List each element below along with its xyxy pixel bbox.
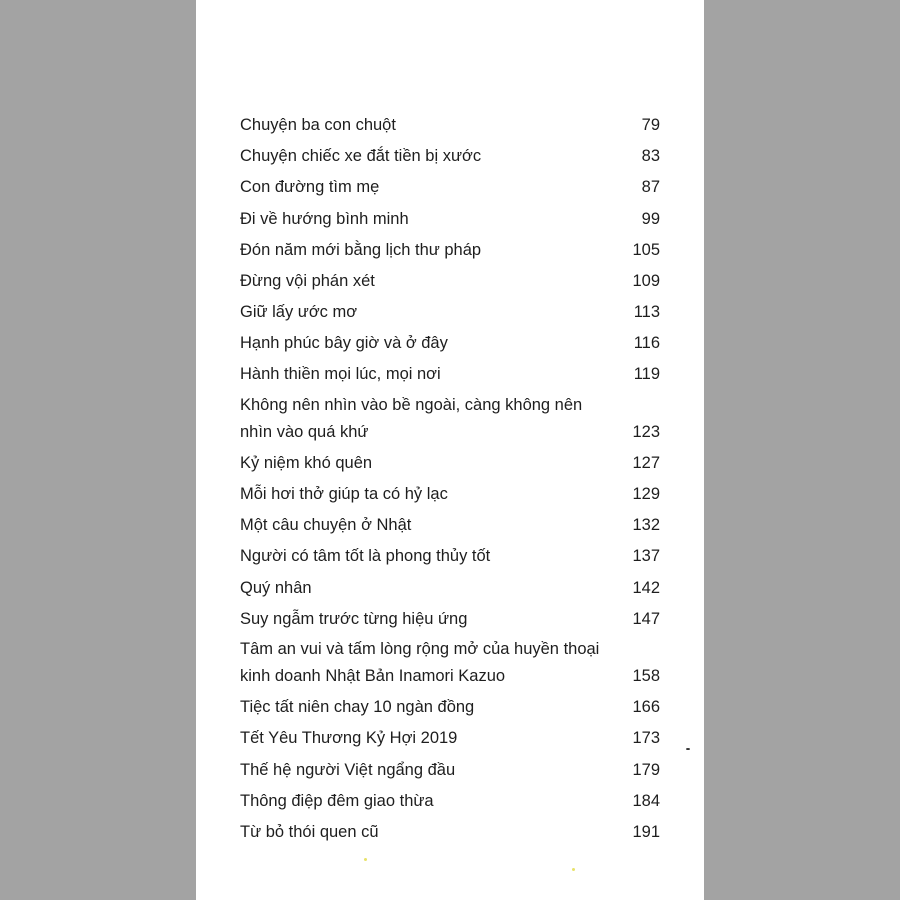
toc-entry-title bbox=[240, 266, 620, 297]
dark-speck bbox=[686, 748, 690, 750]
toc-entry-page-number: 83 bbox=[641, 147, 660, 166]
toc-entry-page-number: 109 bbox=[632, 271, 660, 290]
toc-entry bbox=[240, 172, 660, 203]
toc-entry-page-number: 166 bbox=[632, 698, 660, 717]
toc-entry bbox=[240, 110, 660, 141]
toc-entry bbox=[240, 604, 660, 635]
toc-entry-page-number: 105 bbox=[632, 240, 660, 259]
toc-entry-title bbox=[240, 604, 620, 635]
toc-entry bbox=[240, 297, 660, 328]
toc-entry-title-line: Hạnh phúc bây giờ và ở đây bbox=[240, 334, 448, 353]
toc-entry-title-line: Tâm an vui và tấm lòng rộng mở của huyền thoại bbox=[240, 640, 600, 659]
toc-entry bbox=[240, 692, 660, 723]
toc-entry-title-line: Mỗi hơi thở giúp ta có hỷ lạc bbox=[240, 485, 448, 504]
toc-entry-title-line: Đón năm mới bằng lịch thư pháp bbox=[240, 240, 482, 259]
toc-entry-title bbox=[240, 110, 620, 141]
toc-entry-page-number: 184 bbox=[632, 791, 660, 810]
toc-entry-title bbox=[240, 541, 620, 572]
yellow-speck bbox=[364, 858, 367, 861]
toc-entry bbox=[240, 723, 660, 754]
toc-entry-title-line: Quý nhân bbox=[240, 578, 312, 597]
toc-entry-title-line: Chuyện chiếc xe đắt tiền bị xước bbox=[240, 147, 482, 166]
toc-entry-page-number: 123 bbox=[632, 422, 660, 441]
toc-entry-title bbox=[240, 692, 620, 723]
toc-entry-title-line: Thế hệ người Việt ngẩng đầu bbox=[240, 760, 456, 779]
toc-entry-title-line: Giữ lấy ước mơ bbox=[240, 303, 358, 322]
toc-entry-title bbox=[240, 448, 620, 479]
toc-entry-page-number: 132 bbox=[632, 516, 660, 535]
toc-entry bbox=[240, 266, 660, 297]
toc-entry-page-number: 129 bbox=[632, 485, 660, 504]
toc-entry bbox=[240, 141, 660, 172]
toc-entry-title bbox=[240, 636, 600, 690]
toc-entry-title bbox=[240, 204, 620, 235]
toc-entry bbox=[240, 328, 660, 359]
toc-entry-title-line: Kỷ niệm khó quên bbox=[240, 453, 373, 472]
toc-entry-title-line: Đi về hướng bình minh bbox=[240, 209, 409, 228]
toc-entry-title bbox=[240, 755, 620, 786]
toc-entry-title bbox=[240, 723, 620, 754]
toc-entry-page-number: 173 bbox=[632, 729, 660, 748]
toc-entry-title-line: Không nên nhìn vào bề ngoài, càng không nên bbox=[240, 395, 583, 414]
toc-entry-page-number: 119 bbox=[633, 365, 660, 384]
toc-entry-title bbox=[240, 479, 620, 510]
toc-entry-title-line: Tiệc tất niên chay 10 ngàn đồng bbox=[240, 698, 475, 717]
toc-entry-title-line: Chuyện ba con chuột bbox=[240, 115, 396, 134]
book-page bbox=[196, 0, 704, 900]
toc-entry-page-number: 113 bbox=[633, 303, 660, 322]
toc-entry-page-number: 191 bbox=[632, 822, 660, 841]
toc-entry-title-line: Từ bỏ thói quen cũ bbox=[240, 822, 379, 841]
toc-entry-title-line: kinh doanh Nhật Bản Inamori Kazuo bbox=[240, 667, 506, 686]
toc-entry-title-line: Người có tâm tốt là phong thủy tốt bbox=[240, 547, 491, 566]
toc-entry-title-line: Thông điệp đêm giao thừa bbox=[240, 791, 434, 810]
toc-entry-title-line: Con đường tìm mẹ bbox=[240, 178, 380, 197]
toc-entry-title-line: Hành thiền mọi lúc, mọi nơi bbox=[240, 365, 441, 384]
toc-entry bbox=[240, 204, 660, 235]
toc-entry bbox=[240, 360, 660, 391]
toc-entry-page-number: 142 bbox=[632, 578, 660, 597]
toc-entry-title bbox=[240, 510, 620, 541]
toc-entry bbox=[240, 573, 660, 604]
toc-entry-page-number: 127 bbox=[632, 453, 660, 472]
toc-entry bbox=[240, 786, 660, 817]
toc-entry-title bbox=[240, 297, 620, 328]
toc-entry-title bbox=[240, 786, 620, 817]
toc-entry-title bbox=[240, 141, 620, 172]
toc-entry-page-number: 147 bbox=[632, 609, 660, 628]
toc-entry-page-number: 179 bbox=[632, 760, 660, 779]
toc-entry-title-line: Tết Yêu Thương Kỷ Hợi 2019 bbox=[240, 729, 458, 748]
toc-entry-title-line: Suy ngẫm trước từng hiệu ứng bbox=[240, 609, 468, 628]
toc-entry-title bbox=[240, 817, 620, 848]
toc-entry-page-number: 99 bbox=[641, 209, 660, 228]
toc-entry bbox=[240, 541, 660, 572]
toc-entry bbox=[240, 391, 660, 448]
toc-entry-page-number: 116 bbox=[633, 334, 660, 353]
toc-entry-title-line: Một câu chuyện ở Nhật bbox=[240, 516, 412, 535]
toc-entry bbox=[240, 635, 660, 692]
toc-entry-title-line: Đừng vội phán xét bbox=[240, 271, 375, 290]
toc-entry-title bbox=[240, 172, 620, 203]
toc-entry-title bbox=[240, 573, 620, 604]
toc-entry bbox=[240, 448, 660, 479]
toc-entry bbox=[240, 235, 660, 266]
toc-entry bbox=[240, 510, 660, 541]
toc-entry-page-number: 79 bbox=[641, 115, 660, 134]
toc-entry-title bbox=[240, 328, 620, 359]
toc-entry bbox=[240, 479, 660, 510]
toc-entry bbox=[240, 755, 660, 786]
toc-entry-title bbox=[240, 392, 600, 446]
toc-entry-title bbox=[240, 359, 620, 390]
toc-entry bbox=[240, 817, 660, 848]
toc-entry-page-number: 87 bbox=[641, 178, 660, 197]
toc-entry-title-line: nhìn vào quá khứ bbox=[240, 422, 369, 441]
toc-entry-title bbox=[240, 235, 620, 266]
yellow-speck bbox=[572, 868, 575, 871]
table-of-contents bbox=[240, 110, 660, 848]
toc-entry-page-number: 158 bbox=[632, 667, 660, 686]
toc-entry-page-number: 137 bbox=[632, 547, 660, 566]
